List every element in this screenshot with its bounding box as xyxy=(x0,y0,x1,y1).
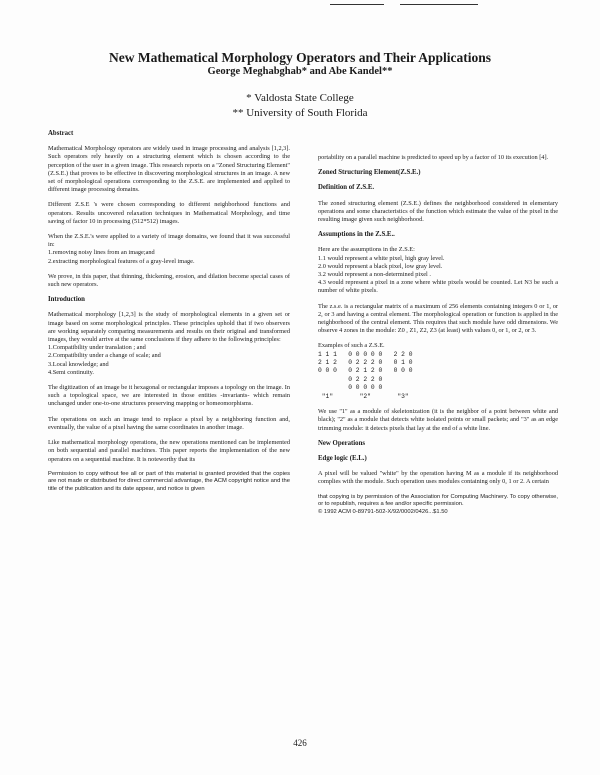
intro-list-item-4: 4.Semi continuity. xyxy=(48,368,94,376)
right-column xyxy=(318,154,558,523)
intro-paragraph-1: Mathematical morphology [1,2,3] is the study of morphological elements in a given set or image based on some morphological principles. These principles uphold that if two observers are working separately comparing measurements and results on their original and transformed images, they would arrive at the same conclusions if they adhere to the following principles: xyxy=(48,311,290,344)
assumption-2: 2.0 would represent a black pixel, low gray level. xyxy=(318,262,443,270)
continued-paragraph: portability on a parallel machine is predicted to speed up by a factor of 10 its execution [4]. xyxy=(318,154,549,161)
abstract-paragraph-4: We prove, in this paper, that thinning, thickening, erosion, and dilation become special cases of such new operators. xyxy=(48,272,290,289)
abstract-paragraph-2: Different Z.S.E 's were chosen corresponding to different neighborhood functions and operators. Results uncovered relaxation techniques in Mathematical Morphology, and time saving of factor 10 in processing (512*512) images. xyxy=(48,201,290,225)
examples-heading: Examples of such a Z.S.E. xyxy=(318,342,385,350)
assumption-3: 3.2 would represent a non-determined pixel . xyxy=(318,271,431,279)
paper-authors: George Meghabghab* and Abe Kandel** xyxy=(207,66,393,77)
new-operations-heading: New Operations xyxy=(318,439,366,447)
intro-paragraph-2: The digitization of an image be it hexagonal or rectangular imposes a topology on the image. In such a topological space, we are interested in those entities -invariants- which remain unchanged under one-to-one structures preserving mapping or homeomorphisms. xyxy=(48,384,290,408)
abstract-list-item-1: 1.removing noisy lines from an image;and xyxy=(48,249,155,257)
affiliation-2: ** University of South Florida xyxy=(232,107,368,119)
intro-list-item-3: 3.Local knowledge; and xyxy=(48,360,109,368)
assumption-1: 1.1 would represent a white pixel, high gray level. xyxy=(318,254,445,262)
intro-paragraph-3: The operations on such an image tend to replace a pixel by a neighboring function and, eventually, the value of a pixel having the same coordinates in another image. xyxy=(48,415,290,431)
assumptions-intro: Here are the assumptions in the Z.S.E: xyxy=(318,246,415,254)
header-rule-left xyxy=(330,4,384,5)
permission-notice: Permission to copy without fee all or part of this material is granted provided that the copies are not made or distributed for direct commercial advantage, the ACM copyright notice and the title of the publication and its date appear, and notice is given xyxy=(48,470,290,492)
page-number: 426 xyxy=(293,738,307,748)
abstract-heading: Abstract xyxy=(48,130,74,137)
introduction-heading: Introduction xyxy=(48,296,85,304)
abstract-paragraph-1: Mathematical Morphology operators are widely used in image processing and analysis [1,2,3]. Such operators rely heavily on a structuring element which is chosen according to the perception of the user in a given image. This research reports on a "Zoned Structuring Element" (Z.S.E.) that proves to be effective in discovering morphological structures in an image. A new set of morphological operations corresponding to the Z.S.E. are implemented and applied to different image processing domains. xyxy=(48,145,290,194)
assumption-4: 4.3 would represent a pixel in a zone where white pixels would be counted. Let N3 be such a number of white pixels. xyxy=(318,279,558,295)
edge-logic-heading: Edge logic (E.L.) xyxy=(318,454,367,462)
paper-title: New Mathematical Morphology Operators and Their Applications xyxy=(109,50,491,65)
definition-heading: Definition of Z.S.E. xyxy=(318,184,375,192)
left-column xyxy=(48,130,290,500)
definition-paragraph: The zoned structuring element (Z.S.E.) defines the neighborhood considered in elementary operations and some characteristics of the function which estimate the value of the pixel in the resulting image given such neighborhood. xyxy=(318,199,558,224)
assumptions-heading: Assumptions in the Z.S.E.. xyxy=(318,231,395,239)
intro-list-item-1: 1.Compatibility under translation ; and xyxy=(48,344,146,352)
modules-usage-paragraph: We use "1" as a module of skeletonization (it is the neighbor of a point between white and black); "2" as a module that detects white isolated points or small packets; and "3" as an edge trimming module: it detects pixels that lay at the end of a white line. xyxy=(318,408,558,432)
zse-paragraph-2: The z.s.e. is a rectangular matrix of a maximum of 256 elements containing integers 0 or 1, or 2, or 3 and having a central element. The morphological operation or function is applied in the neighborhood of the central element. This requires that such module have odd dimensions. We observe 4 zones in the module: Z0 , Z1, Z2, Z3 (at least) with values 0, or 1, or 2, or 3. xyxy=(318,302,558,335)
zse-heading: Zoned Structuring Element(Z.S.E.) xyxy=(318,169,421,177)
copyright-line: © 1992 ACM 0-89791-502-X/92/0002/0426...$1.50 xyxy=(318,508,448,515)
example-matrices: 1 1 1 0 0 0 0 0 2 2 0 2 1 2 0 2 2 2 0 0 1 0 0 0 0 0 2 1 2 0 0 0 0 0 2 2 2 0 0 0 0 0 0 "1" "2" "3" xyxy=(318,350,413,400)
abstract-list-item-2: 2.extracting morphological features of a gray-level image. xyxy=(48,257,195,265)
affiliation-1: * Valdosta State College xyxy=(246,92,354,104)
abstract-paragraph-3: When the Z.S.E.'s were applied to a variety of image domains, we found that it was successful in: xyxy=(48,233,290,249)
header-rule-right xyxy=(400,4,478,5)
intro-paragraph-4: Like mathematical morphology operations, the new operations mentioned can be implemented on both sequential and parallel machines. This paper reports the implementation of the new operators on a sequential machine. It is noteworthy that its xyxy=(48,439,290,463)
edge-logic-paragraph: A pixel will be valued "white" by the operation having M as a module if its neighborhood complies with the module. Such operation uses modules containing only 0, 1 or 2. A certain xyxy=(318,470,558,486)
intro-list-item-2: 2.Compatibility under a change of scale; and xyxy=(48,352,161,360)
copyright-notice: that copying is by permission of the Association for Computing Machinery. To copy otherwise, or to republish, requires a fee and/or specific permission. xyxy=(318,493,558,508)
